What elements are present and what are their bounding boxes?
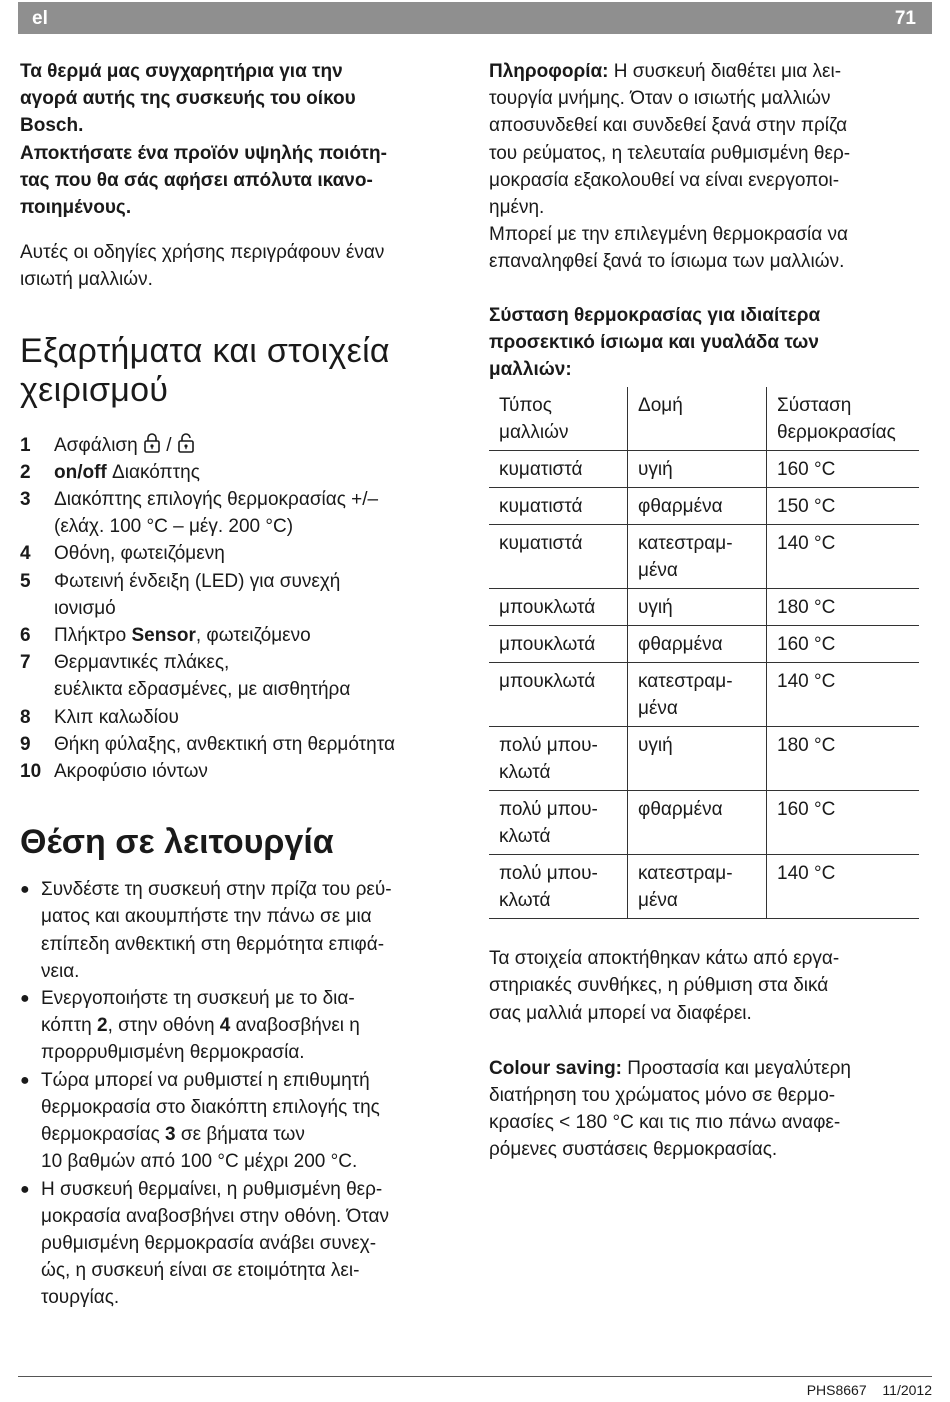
item-bold-text: on/off [54,461,107,483]
cell-text: κατεστραμ- [638,671,733,693]
text-line: του ρεύματος, η τελευταία ρυθμισμένη θερ- [489,142,851,164]
operation-heading: Θέση σε λειτουργία [20,823,334,862]
text-line: Η συσκευή θερμαίνει, η ρυθμισμένη θερ- [41,1178,383,1200]
table-cell [489,663,628,727]
text-line: ρόμενες συστάσεις θερμοκρασίας. [489,1139,778,1161]
list-item [20,704,470,731]
cell-text: κλωτά [499,762,551,784]
item-text: Πλήκτρο [54,625,132,647]
item-text: / [166,434,172,456]
table-cell [489,791,628,855]
table-row [489,791,919,855]
text-line: αναβοσβήνει η [230,1015,360,1037]
text-line: Τα στοιχεία αποκτήθηκαν κάτω από εργα- [489,948,840,970]
cell-text: υγιή [638,459,673,481]
cell-text: κυματιστά [499,459,583,481]
list-item [20,432,470,459]
table-cell [489,451,628,488]
table-cell [489,727,628,791]
item-text: Ασφάλιση [54,434,138,456]
text-line: νεια. [41,960,80,982]
cell-text: μπουκλωτά [499,671,596,693]
text-line: Αυτές οι οδηγίες χρήσης περιγράφουν έναν [20,242,385,264]
item-number: 7 [20,652,31,674]
text-line: θερμοκρασία στο διακόπτη επιλογής της [41,1096,380,1118]
text-line: ματος και ακουμπήστε την πάνω σε μια [41,906,372,928]
lock-open-icon [177,432,195,454]
item-text: Διακόπτης επιλογής θερμοκρασίας +/– [54,489,379,511]
print-date: 11/2012 [882,1382,932,1398]
text-line: Η συσκευή διαθέτει μια λει- [608,61,842,82]
bullet-icon: ● [20,881,30,899]
table-header-cell [767,387,920,451]
operation-steps [20,876,470,1311]
text-line: Αποκτήσατε ένα προϊόν υψηλής ποιότη- [20,142,387,164]
intro-bold-text [20,58,470,221]
heading-line: μαλλιών: [489,359,572,381]
table-row [489,451,919,488]
item-text: Διακόπτης [106,461,200,483]
lab-note [489,945,929,1027]
table-cell [767,727,920,791]
table-cell [767,855,920,919]
item-bold-text: Sensor [131,625,196,647]
text-line: Τα θερμά μας συγχαρητήρια για την [20,61,343,82]
list-item [20,649,470,703]
heading-line: προσεκτικό ίσιωμα και γυαλάδα των [489,331,819,353]
list-item [20,568,470,622]
item-text: (ελάχ. 100 °C – μέγ. 200 °C) [54,516,294,538]
cell-text: φθαρμένα [638,634,723,656]
table-cell [628,626,767,663]
text-line: Bosch. [20,115,84,137]
list-item [20,1067,470,1176]
text-line: 10 βαθμών από 100 °C μέχρι 200 °C. [41,1151,358,1173]
text-line: ισιωτή μαλλιών. [20,269,153,291]
text-line: ημένη. [489,197,545,219]
text-line: ποιημένους. [20,197,132,219]
bullet-icon: ● [20,1071,30,1089]
colour-saving-paragraph [489,1055,929,1164]
page-header-bar [18,2,932,34]
text-line: Ενεργοποιήστε τη συσκευή με το δια- [41,988,355,1010]
heading-line: χειρισμού [20,370,169,409]
text-line: προρρυθμισμένη θερμοκρασία. [41,1042,305,1064]
cell-text: 160 °C [777,799,836,821]
table-cell [489,589,628,626]
recommendation-heading [489,302,929,384]
page-footer [807,1382,932,1398]
text-line: ώς, η συσκευή είναι σε ετοιμότητα λει- [41,1260,360,1282]
cell-text: κυματιστά [499,533,583,555]
text-line: , στην οθόνη [107,1015,220,1037]
info-label: Πληροφορία: [489,61,609,82]
text-line: μοκρασία εξακολουθεί να είναι ενεργοποι- [489,169,840,191]
text-line: αποσυνδεθεί και συνδεθεί ξανά στην πρίζα [489,115,848,137]
item-text: Ακροφύσιο ιόντων [54,761,208,783]
table-cell [628,855,767,919]
controls-heading [20,332,470,410]
table-row [489,488,919,525]
text-line: τουργία μνήμης. Όταν ο ισιωτής μαλλιών [489,88,831,110]
cell-text: μένα [638,890,678,912]
colour-saving-label: Colour saving: [489,1057,623,1079]
item-number: 10 [20,761,42,783]
cell-text: 150 °C [777,496,836,518]
list-item [20,985,470,1067]
cell-text: μαλλιών [499,422,569,444]
item-text: Θήκη φύλαξης, ανθεκτική στη θερμότητα [54,733,395,755]
page-number: 71 [894,8,916,29]
cell-text: κλωτά [499,826,551,848]
table-row [489,589,919,626]
cell-text: πολύ μπου- [499,863,598,885]
table-header-cell [489,387,628,451]
item-number: 2 [20,461,31,483]
table-cell [489,626,628,663]
cell-text: μπουκλωτά [499,634,596,656]
table-row [489,855,919,919]
text-bold: 4 [219,1015,231,1037]
text-line: Τώρα μπορεί να ρυθμιστεί η επιθυμητή [41,1069,370,1091]
intro-text [20,239,470,293]
text-line: διατήρηση του χρώματος μόνο σε θερμο- [489,1085,836,1107]
table-cell [767,525,920,589]
cell-text: κατεστραμ- [638,863,733,885]
cell-text: 180 °C [777,597,836,619]
footer-divider [18,1376,932,1377]
text-line: ρυθμισμένη θερμοκρασία ανάβει συνεχ- [41,1232,377,1254]
cell-text: κυματιστά [499,496,583,518]
text-line: Συνδέστε τη συσκευή στην πρίζα του ρεύ- [41,879,392,901]
cell-text: Τύπος [499,395,552,417]
item-number: 5 [20,570,31,592]
heading-line: Σύσταση θερμοκρασίας για ιδιαίτερα [489,304,821,326]
table-cell [489,525,628,589]
item-text: ευέλικτα εδρασμένες, με αισθητήρα [54,679,351,701]
cell-text: 140 °C [777,863,836,885]
list-item [20,1176,470,1312]
table-row [489,727,919,791]
list-item [20,459,470,486]
lock-closed-icon [143,432,161,454]
table-cell [489,488,628,525]
item-text: ιονισμό [54,597,116,619]
cell-text: μένα [638,698,678,720]
cell-text: 140 °C [777,671,836,693]
cell-text: φθαρμένα [638,496,723,518]
text-bold: 3 [165,1124,176,1146]
table-row [489,626,919,663]
list-item [20,876,470,985]
cell-text: φθαρμένα [638,799,723,821]
item-text: Οθόνη, φωτειζόμενη [54,543,225,565]
intro-section [20,58,470,294]
text-line: επαναληφθεί ξανά το ίσιωμα των μαλλιών. [489,251,845,273]
cell-text: κατεστραμ- [638,533,733,555]
item-text: Θερμαντικές πλάκες, [54,652,230,674]
cell-text: πολύ μπου- [499,735,598,757]
text-line: τουργίας. [41,1287,120,1309]
item-number: 9 [20,733,31,755]
text-line: Προστασία και μεγαλύτερη [622,1057,851,1079]
cell-text: κλωτά [499,890,551,912]
table-cell [767,791,920,855]
item-number: 6 [20,625,31,647]
heading-line: Εξαρτήματα και στοιχεία [20,331,390,370]
table-cell [489,855,628,919]
cell-text: 180 °C [777,735,836,757]
left-column [20,58,470,1312]
table-header-row [489,387,919,451]
cell-text: 160 °C [777,459,836,481]
table-cell [628,589,767,626]
model-number: PHS8667 [806,1382,867,1398]
cell-text: μπουκλωτά [499,597,596,619]
list-item [20,486,470,540]
text-line: αγορά αυτής της συσκευής του οίκου [20,88,356,110]
language-code: el [32,8,48,29]
table-cell [767,663,920,727]
item-number: 1 [20,434,31,456]
table-cell [628,525,767,589]
controls-list [20,432,470,786]
text-line: τας που θα σάς αφήσει απόλυτα ικανο- [20,169,373,191]
text-line: επίπεδη ανθεκτική στη θερμότητα επιφά- [41,933,385,955]
table-cell [628,663,767,727]
table-header-cell [628,387,767,451]
table-cell [628,488,767,525]
cell-text: Δομή [638,395,683,417]
cell-text: Σύσταση [777,395,852,417]
table-cell [767,488,920,525]
list-item [20,758,470,785]
text-line: κρασίες < 180 °C και τις πιο πάνω αναφε- [489,1112,841,1134]
temperature-table [489,387,919,919]
table-cell [628,791,767,855]
bullet-icon: ● [20,990,30,1008]
text-line: στηριακές συνθήκες, η ρύθμιση στα δικά [489,975,829,997]
table-cell [628,451,767,488]
table-cell [767,626,920,663]
cell-text: θερμοκρασίας [777,422,896,444]
list-item [20,731,470,758]
list-item [20,540,470,567]
text-bold: 2 [97,1015,108,1037]
info-paragraph [489,58,929,276]
cell-text: 140 °C [777,533,836,555]
item-text: Φωτεινή ένδειξη (LED) για συνεχή [54,570,341,592]
text-line: Μπορεί με την επιλεγμένη θερμοκρασία να [489,224,848,246]
text-line: σας μαλλιά μπορεί να διαφέρει. [489,1002,752,1024]
cell-text: υγιή [638,735,673,757]
cell-text: μένα [638,560,678,582]
right-column [489,58,929,1164]
text-line: σε βήματα των [175,1124,305,1146]
cell-text: υγιή [638,597,673,619]
cell-text: 160 °C [777,634,836,656]
list-item [20,622,470,649]
item-text: Κλιπ καλωδίου [54,706,179,728]
cell-text: πολύ μπου- [499,799,598,821]
bullet-icon: ● [20,1180,30,1198]
table-row [489,663,919,727]
item-text: , φωτειζόμενο [195,625,311,647]
text-line: κόπτη [41,1015,98,1037]
table-cell [767,451,920,488]
text-line: θερμοκρασίας [41,1124,166,1146]
item-number: 3 [20,489,31,511]
item-number: 4 [20,543,31,565]
item-number: 8 [20,706,31,728]
table-row [489,525,919,589]
table-cell [628,727,767,791]
table-cell [767,589,920,626]
text-line: μοκρασία αναβοσβήνει στην οθόνη. Όταν [41,1205,390,1227]
